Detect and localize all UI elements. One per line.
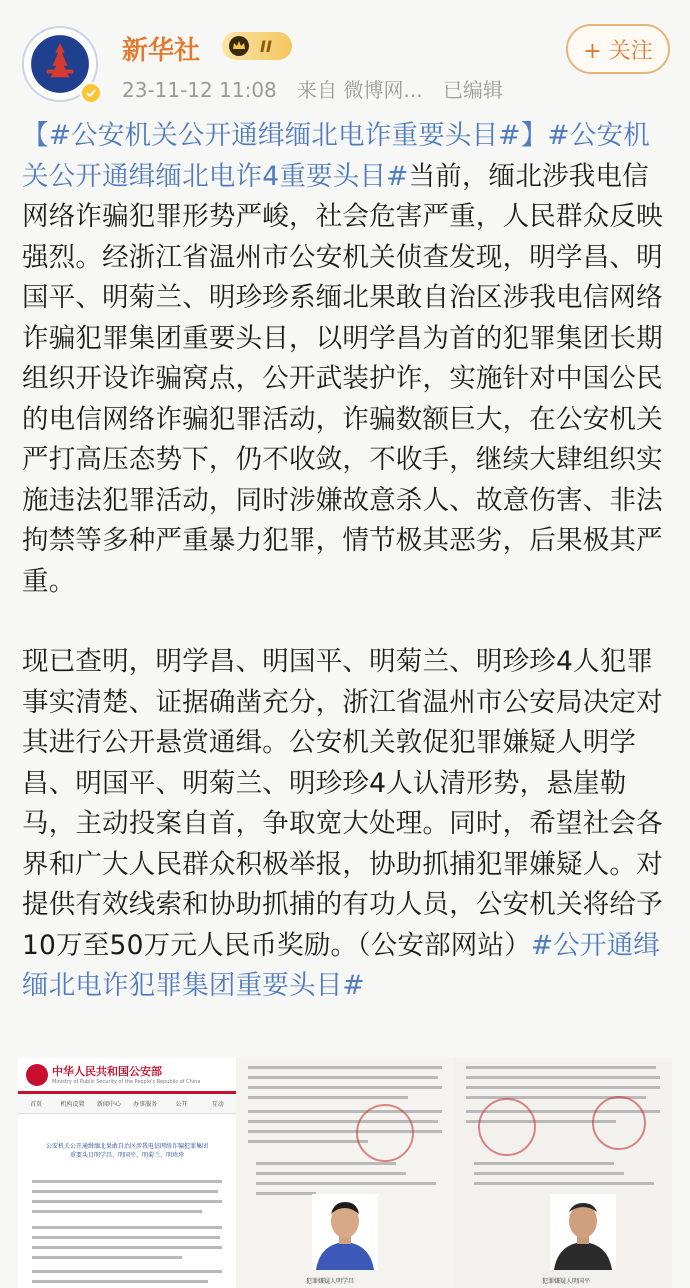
post-image-1[interactable] (18, 1058, 236, 1288)
text-line (32, 1180, 222, 1183)
post-image-2[interactable] (236, 1058, 454, 1288)
post-edited-label[interactable]: 已编辑 (442, 78, 503, 102)
text-line (32, 1200, 222, 1203)
mps-nav-item: 新闻中心 (96, 1101, 121, 1108)
post-paragraph-1 (22, 116, 670, 602)
text-line (32, 1280, 208, 1283)
mps-nav (18, 1094, 236, 1114)
follow-button[interactable]: + 关注 (566, 24, 670, 74)
text-line (474, 1182, 654, 1185)
text-line (248, 1066, 442, 1069)
portrait-caption: 犯罪嫌疑人明国平 (542, 1278, 591, 1285)
official-seal (592, 1096, 646, 1150)
text-line (248, 1140, 368, 1143)
portrait-caption: 犯罪嫌疑人明学昌 (306, 1278, 355, 1285)
crown-icon (226, 35, 252, 57)
topic-link[interactable]: #公安机关公开通缉缅北电诈4重要头目# (22, 120, 650, 192)
text-line (256, 1182, 436, 1185)
mps-site-title: 中华人民共和国公安部 (52, 1065, 162, 1078)
text-line (248, 1076, 438, 1079)
topic-link[interactable]: #公开通缉缅北电诈犯罪集团重要头目# (22, 929, 661, 1001)
official-seal (356, 1104, 414, 1162)
text-line (474, 1162, 614, 1165)
mps-site-subtitle: Ministry of Public Security of the People's Republic of China (52, 1079, 201, 1085)
post-content (22, 116, 670, 1007)
mps-nav-item: 公开 (175, 1101, 188, 1108)
paragraph-text: 现已查明，明学昌、明国平、明菊兰、明珍珍4人犯罪事实清楚、证据确凿充分，浙江省温州市公安局决定对其进行公开悬赏通缉。公安机关敦促犯罪嫌疑人明学昌、明国平、明菊兰、明珍珍4人认清形势，悬崖勒马，主动投案自首，争取宽大处理。同时，希望社会各界和广大人民群众积极举报，协助抓捕犯罪嫌疑人。对提供有效线索和协助抓捕的有功人员，公安机关将给予10万至50万元人民币奖励。（公安部网站） (22, 646, 663, 961)
text-line (466, 1086, 660, 1089)
text-line (32, 1270, 222, 1273)
mps-nav-item: 办事服务 (133, 1101, 158, 1108)
text-line (32, 1210, 202, 1213)
post-meta (122, 74, 517, 103)
post-image-3[interactable] (454, 1058, 672, 1288)
text-line (466, 1066, 656, 1069)
suspect-portrait (312, 1194, 378, 1270)
text-line (32, 1236, 220, 1239)
mps-header (18, 1058, 236, 1094)
topic-link[interactable]: 【#公安机关公开通缉缅北电诈重要头目#】 (22, 120, 548, 151)
text-line (248, 1110, 442, 1113)
account-name[interactable]: 新华社 (122, 36, 201, 66)
text-line (32, 1246, 222, 1249)
suspect-portrait (550, 1194, 616, 1270)
text-line (474, 1172, 624, 1175)
mps-article-title: 公安机关公开通缉缅北果敢自治区涉我电信网络诈骗犯罪集团重要头目明学昌、明国平、明菊兰、明珍珍 (46, 1143, 209, 1159)
text-line (256, 1192, 316, 1195)
post-paragraph-2 (22, 642, 670, 1007)
mps-nav-item: 首页 (30, 1101, 43, 1108)
text-line (32, 1190, 218, 1193)
text-line (256, 1162, 396, 1165)
paragraph-gap (22, 602, 670, 642)
text-line (248, 1086, 442, 1089)
paragraph-text: 当前，缅北涉我电信网络诈骗犯罪形势严峻，社会危害严重，人民群众反映强烈。经浙江省温州市公安机关侦查发现，明学昌、明国平、明菊兰、明珍珍系缅北果敢自治区涉我电信网络诈骗犯罪集团重要头目，以明学昌为首的犯罪集团长期组织开设诈骗窝点，公开武装护诈，实施针对中国公民的电信网络诈骗犯罪活动，诈骗数额巨大，在公安机关严打高压态势下，仍不收敛，不收手，继续大肆组织实施违法犯罪活动，同时涉嫌故意杀人、故意伤害、非法拘禁等多种严重暴力犯罪，情节极其恶劣，后果极其严重。 (22, 160, 663, 597)
text-line (32, 1226, 222, 1229)
text-line (32, 1256, 182, 1259)
text-line (256, 1172, 406, 1175)
mps-nav-item: 互动 (211, 1101, 224, 1108)
image-grid (18, 1058, 672, 1288)
text-line (466, 1076, 660, 1079)
official-seal (478, 1098, 536, 1156)
post-timestamp: 23-11-12 11:08 (122, 78, 277, 102)
post-source: 来自 微博网... (297, 78, 423, 102)
police-emblem-icon (26, 1064, 48, 1086)
vip-level-label: II (260, 36, 272, 56)
vip-level-badge[interactable] (222, 32, 292, 60)
text-line (248, 1096, 408, 1099)
verified-badge-icon (80, 82, 102, 104)
post-header (0, 0, 690, 110)
mps-nav-item: 机构设置 (60, 1101, 85, 1108)
